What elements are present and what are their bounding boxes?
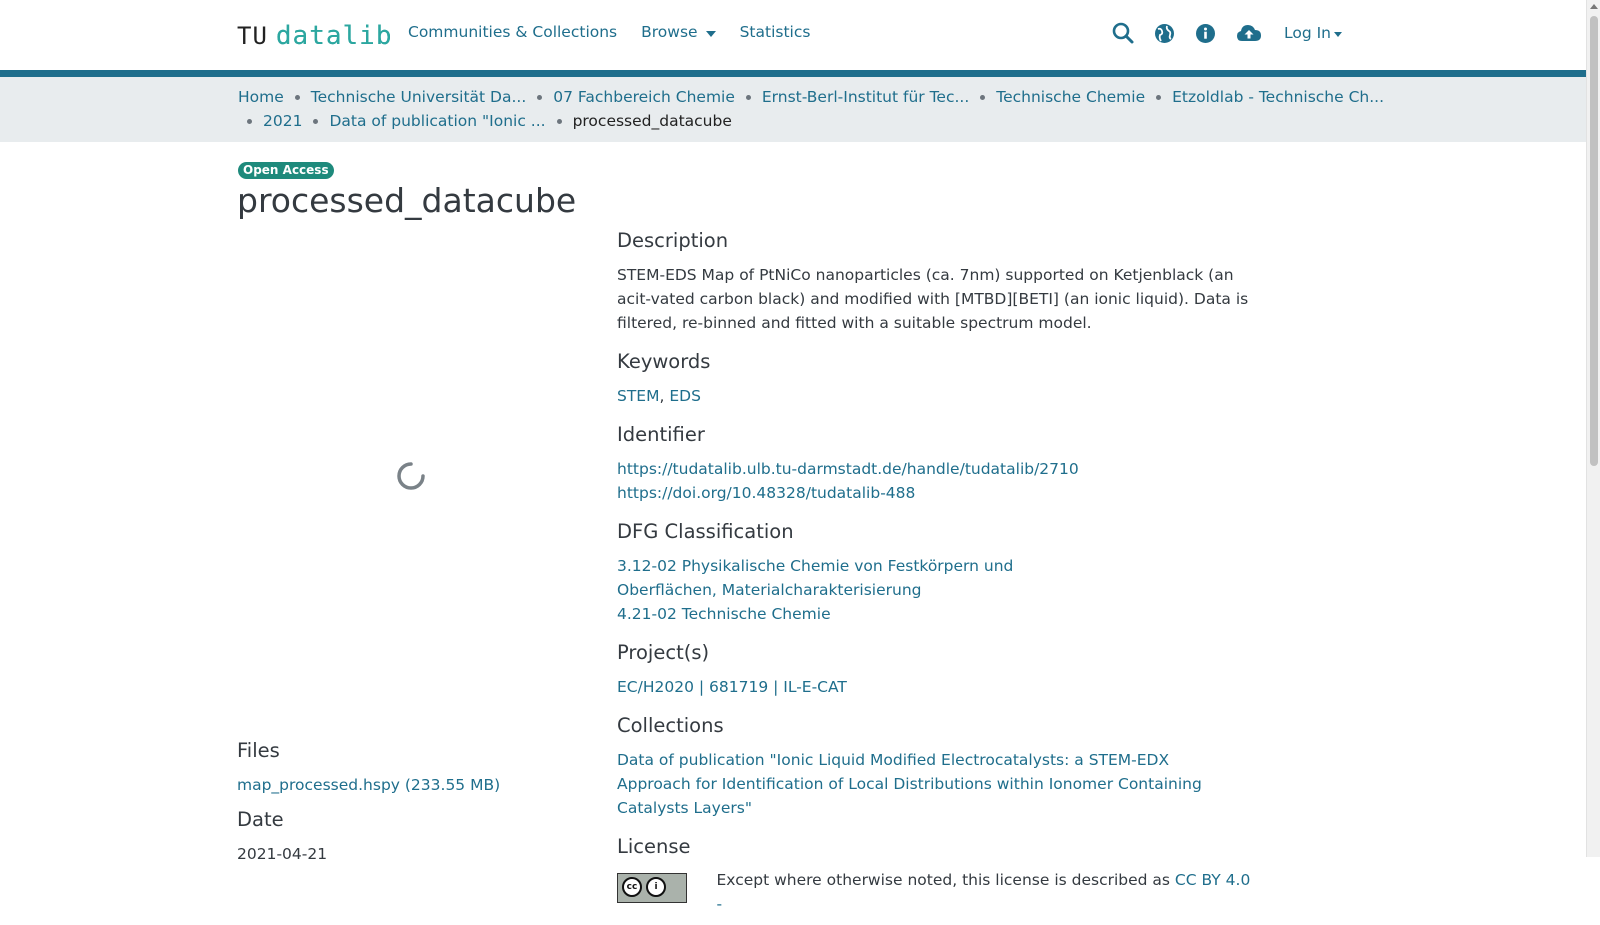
license-heading: License	[617, 835, 691, 858]
projects-section	[617, 640, 1257, 699]
description-text: STEM-EDS Map of PtNiCo nanoparticles (ca. 7nm) supported on Ketjenblack (an acit-vated carbon black) and modified with [MTBD][BETI] (an ionic liquid). Data is filtered, re-binned and fitted with a suitable spectrum model.	[617, 266, 1249, 332]
dfg-classification-link[interactable]: 4.21-02 Technische Chemie	[617, 605, 831, 623]
identifier-section	[617, 422, 1257, 505]
breadcrumb-separator	[537, 95, 542, 100]
scroll-up-arrow-icon[interactable]	[1590, 4, 1598, 9]
license-link[interactable]: CC BY 4.0 -	[716, 871, 1251, 913]
breadcrumb-row-1	[238, 88, 1384, 106]
breadcrumb-separator	[1156, 95, 1161, 100]
breadcrumb-etzoldlab[interactable]: Etzoldlab - Technische Ch...	[1172, 88, 1385, 106]
keywords-heading: Keywords	[617, 350, 711, 373]
nav-statistics[interactable]: Statistics	[739, 23, 811, 41]
dfg-section	[617, 519, 1257, 626]
site-header	[0, 0, 1586, 70]
tudatalib-logo[interactable]	[237, 19, 392, 51]
nav-browse-dropdown[interactable]	[641, 23, 715, 41]
keywords-section	[617, 349, 1257, 408]
identifier-doi-link[interactable]: https://doi.org/10.48328/tudatalib-488	[617, 484, 916, 502]
nav-browse-label: Browse	[641, 23, 698, 41]
item-left-column	[237, 738, 567, 875]
breadcrumb	[0, 77, 1586, 142]
dfg-heading: DFG Classification	[617, 520, 794, 543]
license-text	[717, 868, 1257, 916]
date-value: 2021-04-21	[237, 845, 328, 863]
page-title: processed_datacube	[237, 181, 577, 220]
breadcrumb-institute[interactable]: Ernst-Berl-Institut für Tec...	[761, 88, 970, 106]
files-section	[237, 738, 567, 797]
identifier-handle-link[interactable]: https://tudatalib.ulb.tu-darmstadt.de/handle/tudatalib/2710	[617, 460, 1079, 478]
cc-icon: cc	[622, 877, 642, 897]
chevron-down-icon	[1334, 32, 1342, 37]
header-accent-bar	[0, 70, 1586, 77]
keywords-list	[617, 384, 1257, 408]
identifier-heading: Identifier	[617, 423, 705, 446]
breadcrumb-separator	[295, 95, 300, 100]
breadcrumb-separator	[313, 119, 318, 124]
header-tools	[1112, 22, 1342, 44]
keyword-separator: ,	[659, 387, 670, 405]
license-row	[617, 864, 1257, 916]
info-icon[interactable]	[1195, 23, 1216, 44]
attribution-icon: i	[646, 877, 666, 897]
project-link[interactable]: EC/H2020 | 681719 | IL-E-CAT	[617, 678, 847, 696]
collection-link[interactable]: Data of publication "Ionic Liquid Modified Electrocatalysts: a STEM-EDX Approach for Identification of Local Distributions within Ionomer Containing Catalysts Layers"	[617, 751, 1202, 817]
login-label: Log In	[1284, 24, 1332, 42]
search-icon[interactable]	[1112, 22, 1134, 44]
page-scrollbar[interactable]	[1586, 0, 1600, 857]
breadcrumb-current: processed_datacube	[572, 112, 732, 130]
logo-datalib-text: datalib	[275, 21, 393, 51]
breadcrumb-row-2	[238, 112, 732, 130]
collections-section	[617, 713, 1257, 820]
date-section	[237, 807, 567, 866]
description-heading: Description	[617, 229, 729, 252]
license-section	[617, 834, 1257, 916]
main-nav	[408, 23, 834, 41]
breadcrumb-year[interactable]: 2021	[263, 112, 303, 130]
collections-heading: Collections	[617, 714, 724, 737]
breadcrumb-department[interactable]: 07 Fachbereich Chemie	[553, 88, 735, 106]
date-heading: Date	[237, 808, 284, 831]
breadcrumb-separator	[746, 95, 751, 100]
logo-tu-text: TU	[237, 22, 268, 50]
breadcrumb-separator	[980, 95, 985, 100]
breadcrumb-separator	[557, 119, 562, 124]
open-access-badge: Open Access	[238, 162, 334, 179]
files-heading: Files	[237, 739, 280, 762]
loading-spinner-icon	[396, 461, 426, 491]
breadcrumb-technische-chemie[interactable]: Technische Chemie	[996, 88, 1146, 106]
chevron-down-icon	[706, 31, 716, 37]
item-right-column	[617, 228, 1257, 925]
cc-by-license-badge[interactable]	[617, 873, 687, 903]
breadcrumb-publication[interactable]: Data of publication "Ionic ...	[329, 112, 546, 130]
license-description: Except where otherwise noted, this license is described as	[716, 871, 1175, 889]
keyword-link[interactable]: STEM	[617, 387, 660, 405]
breadcrumb-separator	[247, 119, 252, 124]
breadcrumb-university[interactable]: Technische Universität Da...	[310, 88, 527, 106]
nav-communities-collections[interactable]: Communities & Collections	[408, 23, 618, 41]
description-section	[617, 228, 1257, 335]
keyword-link[interactable]: EDS	[669, 387, 701, 405]
projects-heading: Project(s)	[617, 641, 710, 664]
dfg-classification-link[interactable]: 3.12-02 Physikalische Chemie von Festkörpern und Oberflächen, Materialcharakterisierung	[617, 557, 1014, 599]
language-globe-icon[interactable]	[1154, 23, 1175, 44]
file-download-link[interactable]: map_processed.hspy (233.55 MB)	[237, 776, 501, 794]
cloud-upload-icon[interactable]	[1236, 23, 1262, 43]
breadcrumb-home[interactable]: Home	[238, 88, 284, 106]
scrollbar-thumb[interactable]	[1590, 16, 1598, 466]
login-dropdown[interactable]	[1284, 24, 1342, 42]
